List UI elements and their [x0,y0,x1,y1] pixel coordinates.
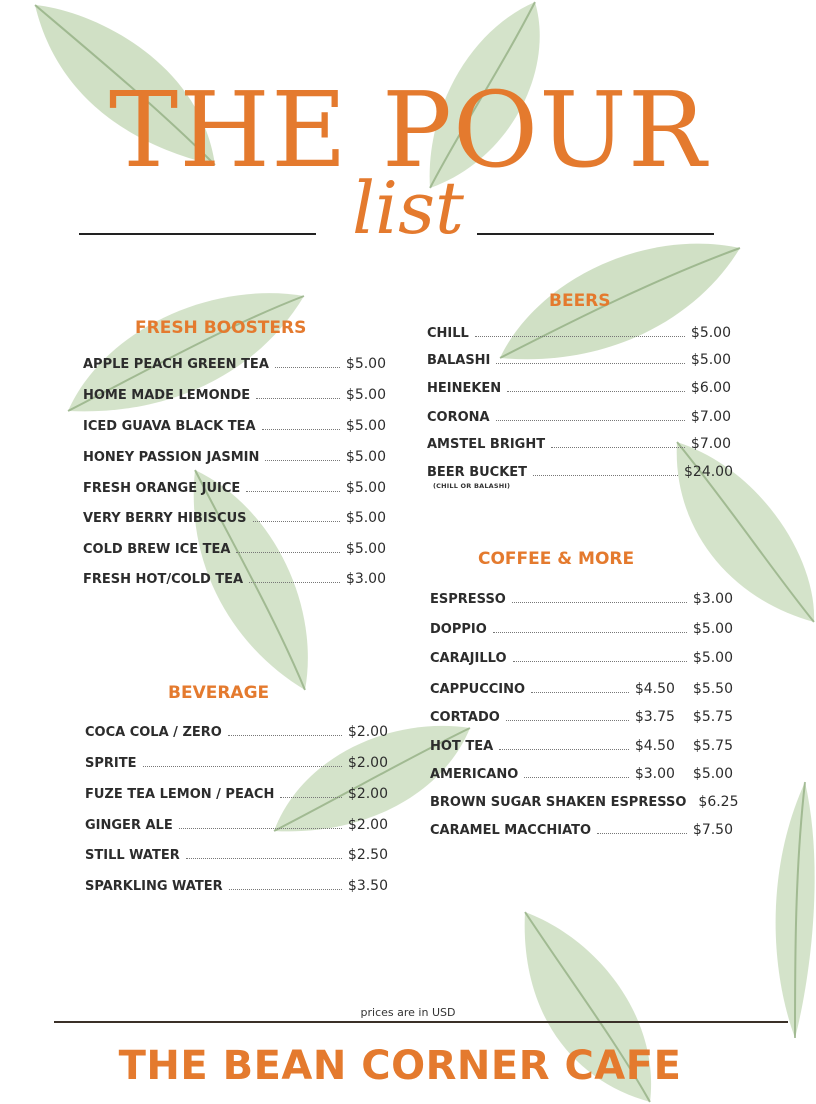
menu-subtitle: list [352,166,464,250]
item-name: CHILL [427,326,469,341]
menu-item [427,462,733,480]
item-name: APPLE PEACH GREEN TEA [83,357,269,372]
item-name: AMSTEL BRIGHT [427,437,546,452]
item-price: $3.00 [692,591,733,607]
item-price: $5.00 [690,352,731,368]
leader-dots [249,582,340,583]
item-price: $3.75 [634,709,675,725]
item-name: SPRITE [85,756,137,771]
menu-item [427,407,731,425]
leader-dots [499,749,629,750]
item-price: $6.25 [698,794,739,810]
menu-item [430,589,733,607]
item-name: FUZE TEA LEMON / PEACH [85,787,275,802]
menu-item [83,354,386,372]
leader-dots [512,602,687,603]
item-price: $2.00 [347,817,388,833]
leader-dots [186,858,342,859]
menu-item [83,478,386,496]
leader-dots [253,521,340,522]
item-name: BROWN SUGAR SHAKEN ESPRESSO [430,795,687,810]
item-price: $5.00 [345,418,386,434]
menu-title: THE POUR [108,69,708,191]
item-price-large: $5.00 [692,766,733,782]
menu-item [85,815,388,833]
item-name: HOT TEA [430,739,494,754]
item-price: $5.00 [692,650,733,666]
item-price: $5.00 [345,541,386,557]
leader-dots [551,447,685,448]
section-title-beverage: BEVERAGE [168,683,270,703]
item-price-large: $5.75 [692,738,733,754]
menu-item [430,792,739,810]
leader-dots [493,632,687,633]
item-name: FRESH ORANGE JUICE [83,481,241,496]
divider [477,233,714,235]
item-price: $5.00 [692,621,733,637]
menu-item [85,722,388,740]
menu-item [83,569,386,587]
menu-item [427,434,731,452]
item-price: $7.50 [692,822,733,838]
leader-dots [524,777,629,778]
menu-item [430,707,733,725]
leader-dots [475,336,685,337]
leader-dots [597,833,687,834]
leader-dots [506,720,629,721]
menu-item [83,447,386,465]
item-name: CORONA [427,410,490,425]
menu-item [83,385,386,403]
item-name: HEINEKEN [427,381,502,396]
item-price: $6.00 [690,380,731,396]
item-price: $7.00 [690,436,731,452]
leader-dots [179,828,342,829]
menu-item [83,416,386,434]
menu-item [430,679,733,697]
leaf-icon [765,780,816,1040]
leader-dots [496,420,685,421]
menu-item [430,764,733,782]
item-price: $5.00 [345,449,386,465]
item-price: $3.50 [347,878,388,894]
leader-dots [246,491,340,492]
cafe-name: THE BEAN CORNER CAFE [118,1043,682,1089]
item-price: $2.00 [347,724,388,740]
menu-item [85,753,388,771]
section-title-coffee: COFFEE & MORE [478,549,635,569]
item-price: $2.00 [347,755,388,771]
item-name: FRESH HOT/COLD TEA [83,572,244,587]
leader-dots [531,692,629,693]
leader-dots [507,391,685,392]
menu-item [85,845,388,863]
item-price: $3.00 [634,766,675,782]
item-price: $5.00 [690,325,731,341]
item-price: $5.00 [345,387,386,403]
item-price-large: $5.75 [692,709,733,725]
item-note: (CHILL OR BALASHI) [433,482,511,490]
leaf-icon [498,238,743,363]
item-name: COCA COLA / ZERO [85,725,222,740]
item-name: STILL WATER [85,848,180,863]
item-price: $7.00 [690,409,731,425]
menu-item [427,378,731,396]
item-name: CORTADO [430,710,500,725]
leader-dots [236,552,339,553]
item-name: CAPPUCCINO [430,682,526,697]
item-name: VERY BERRY HIBISCUS [83,511,247,526]
menu-item [427,323,731,341]
menu-item [427,350,731,368]
item-price: $2.00 [347,786,388,802]
leader-dots [228,735,342,736]
item-name: ICED GUAVA BLACK TEA [83,419,256,434]
currency-note: prices are in USD [360,1006,456,1019]
leader-dots [513,661,687,662]
item-name: GINGER ALE [85,818,173,833]
leader-dots [262,429,340,430]
item-price: $4.50 [634,738,675,754]
leader-dots [275,367,340,368]
item-price: $5.00 [345,510,386,526]
item-name: AMERICANO [430,767,519,782]
item-name: COLD BREW ICE TEA [83,542,231,557]
item-name: ESPRESSO [430,592,506,607]
leader-dots [280,797,342,798]
item-price: $2.50 [347,847,388,863]
section-title-fresh-boosters: FRESH BOOSTERS [135,318,307,338]
menu-item [85,784,388,802]
item-price: $4.50 [634,681,675,697]
item-price: $3.00 [345,571,386,587]
item-name: BALASHI [427,353,491,368]
menu-item [85,876,388,894]
menu-item [430,648,733,666]
item-name: CARAJILLO [430,651,507,666]
menu-item [83,508,386,526]
divider [79,233,316,235]
item-name: CARAMEL MACCHIATO [430,823,592,838]
item-name: HOME MADE LEMONDE [83,388,251,403]
item-price-large: $5.50 [692,681,733,697]
leader-dots [265,460,340,461]
section-title-beers: BEERS [549,291,611,311]
divider [54,1021,788,1023]
item-price: $5.00 [345,480,386,496]
item-name: HONEY PASSION JASMIN [83,450,260,465]
item-price: $5.00 [345,356,386,372]
leader-dots [143,766,342,767]
leader-dots [256,398,340,399]
menu-item [430,820,733,838]
leader-dots [533,475,678,476]
leader-dots [229,889,342,890]
item-name: BEER BUCKET [427,465,528,480]
menu-item [430,736,733,754]
leader-dots [496,363,685,364]
item-name: SPARKLING WATER [85,879,223,894]
item-price: $24.00 [684,464,733,480]
item-name: DOPPIO [430,622,487,637]
menu-item [83,539,386,557]
menu-item [430,619,733,637]
